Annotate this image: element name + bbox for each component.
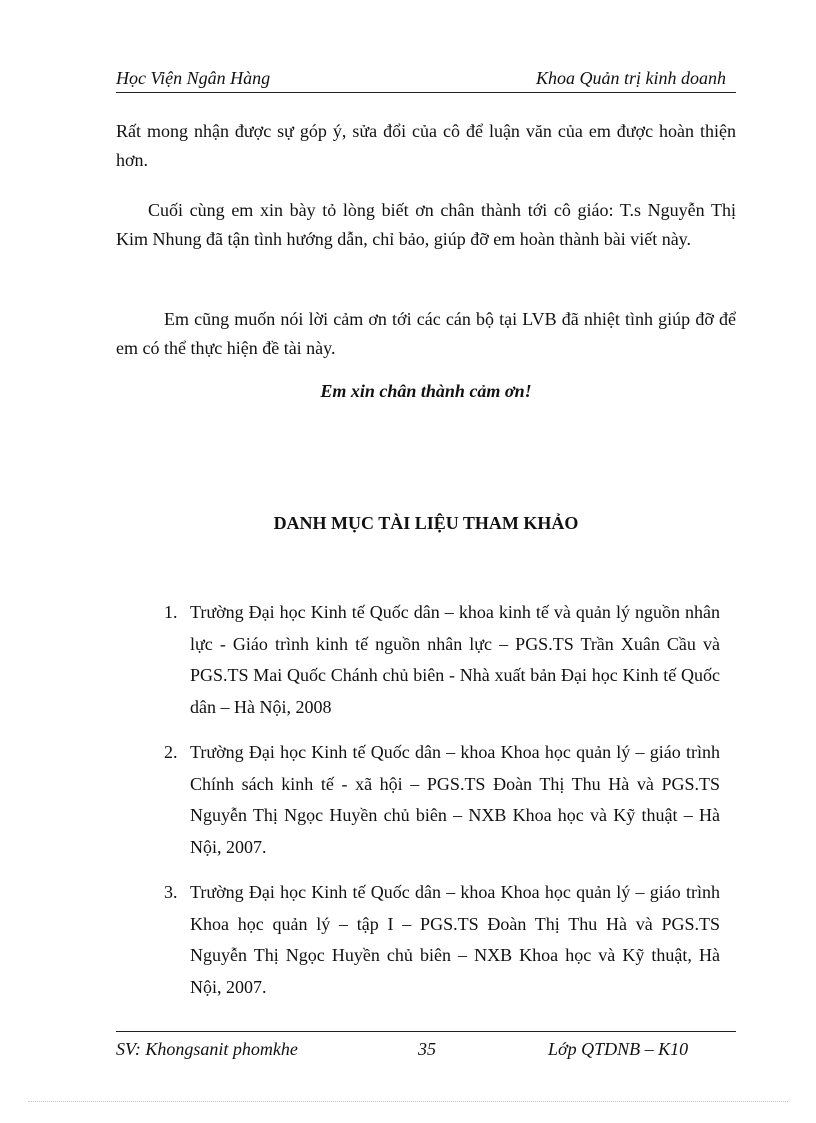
reference-number: 3. bbox=[164, 882, 178, 902]
references-title: DANH MỤC TÀI LIỆU THAM KHẢO bbox=[273, 513, 579, 533]
reference-text: Trường Đại học Kinh tế Quốc dân – khoa Khoa học quản lý – giáo trình Chính sách kinh tế - xã hội – PGS.TS Đoàn Thị Thu Hà và PGS.TS Nguyễn Thị Ngọc Huyền chủ biên – NXB Khoa học và Kỹ thuật – Hà Nội, 2007. bbox=[190, 742, 720, 857]
reference-item bbox=[164, 877, 720, 1003]
page-footer bbox=[116, 1031, 736, 1062]
paragraph-feedback: Rất mong nhận được sự góp ý, sửa đổi của cô để luận văn của em được hoàn thiện hơn. bbox=[116, 121, 736, 170]
header-institution: Học Viện Ngân Hàng bbox=[116, 68, 271, 88]
paragraph-gratitude-supervisor: Cuối cùng em xin bày tỏ lòng biết ơn chân thành tới cô giáo: T.s Nguyễn Thị Kim Nhung đã tận tình hướng dẫn, chỉ bảo, giúp đỡ em hoàn thành bài viết này. bbox=[116, 200, 736, 249]
header-faculty: Khoa Quản trị kinh doanh bbox=[535, 68, 726, 88]
reference-text: Trường Đại học Kinh tế Quốc dân – khoa kinh tế và quản lý nguồn nhân lực - Giáo trình kinh tế nguồn nhân lực – PGS.TS Trần Xuân Cầu và PGS.TS Mai Quốc Chánh chủ biên - Nhà xuất bản Đại học Kinh tế Quốc dân – Hà Nội, 2008 bbox=[190, 602, 720, 717]
reference-number: 1. bbox=[164, 602, 178, 622]
reference-text: Trường Đại học Kinh tế Quốc dân – khoa Khoa học quản lý – giáo trình Khoa học quản lý – tập I – PGS.TS Đoàn Thị Thu Hà và PGS.TS Nguyễn Thị Ngọc Huyền chủ biên – NXB Khoa học và Kỹ thuật, Hà Nội, 2007. bbox=[190, 882, 720, 997]
footer-page-number: 35 bbox=[418, 1039, 436, 1059]
page-header bbox=[116, 64, 736, 93]
reference-item bbox=[164, 737, 720, 863]
closing-thanks: Em xin chân thành cảm ơn! bbox=[320, 381, 532, 401]
references-list bbox=[164, 597, 720, 1003]
paragraph-gratitude-staff: Em cũng muốn nói lời cảm ơn tới các cán bộ tại LVB đã nhiệt tình giúp đỡ để em có thể thực hiện đề tài này. bbox=[116, 309, 736, 358]
reference-item bbox=[164, 597, 720, 723]
reference-number: 2. bbox=[164, 742, 178, 762]
footer-class: Lớp QTDNB – K10 bbox=[548, 1039, 689, 1059]
page-bottom-edge bbox=[28, 1101, 788, 1102]
footer-student: SV: Khongsanit phomkhe bbox=[116, 1039, 298, 1059]
